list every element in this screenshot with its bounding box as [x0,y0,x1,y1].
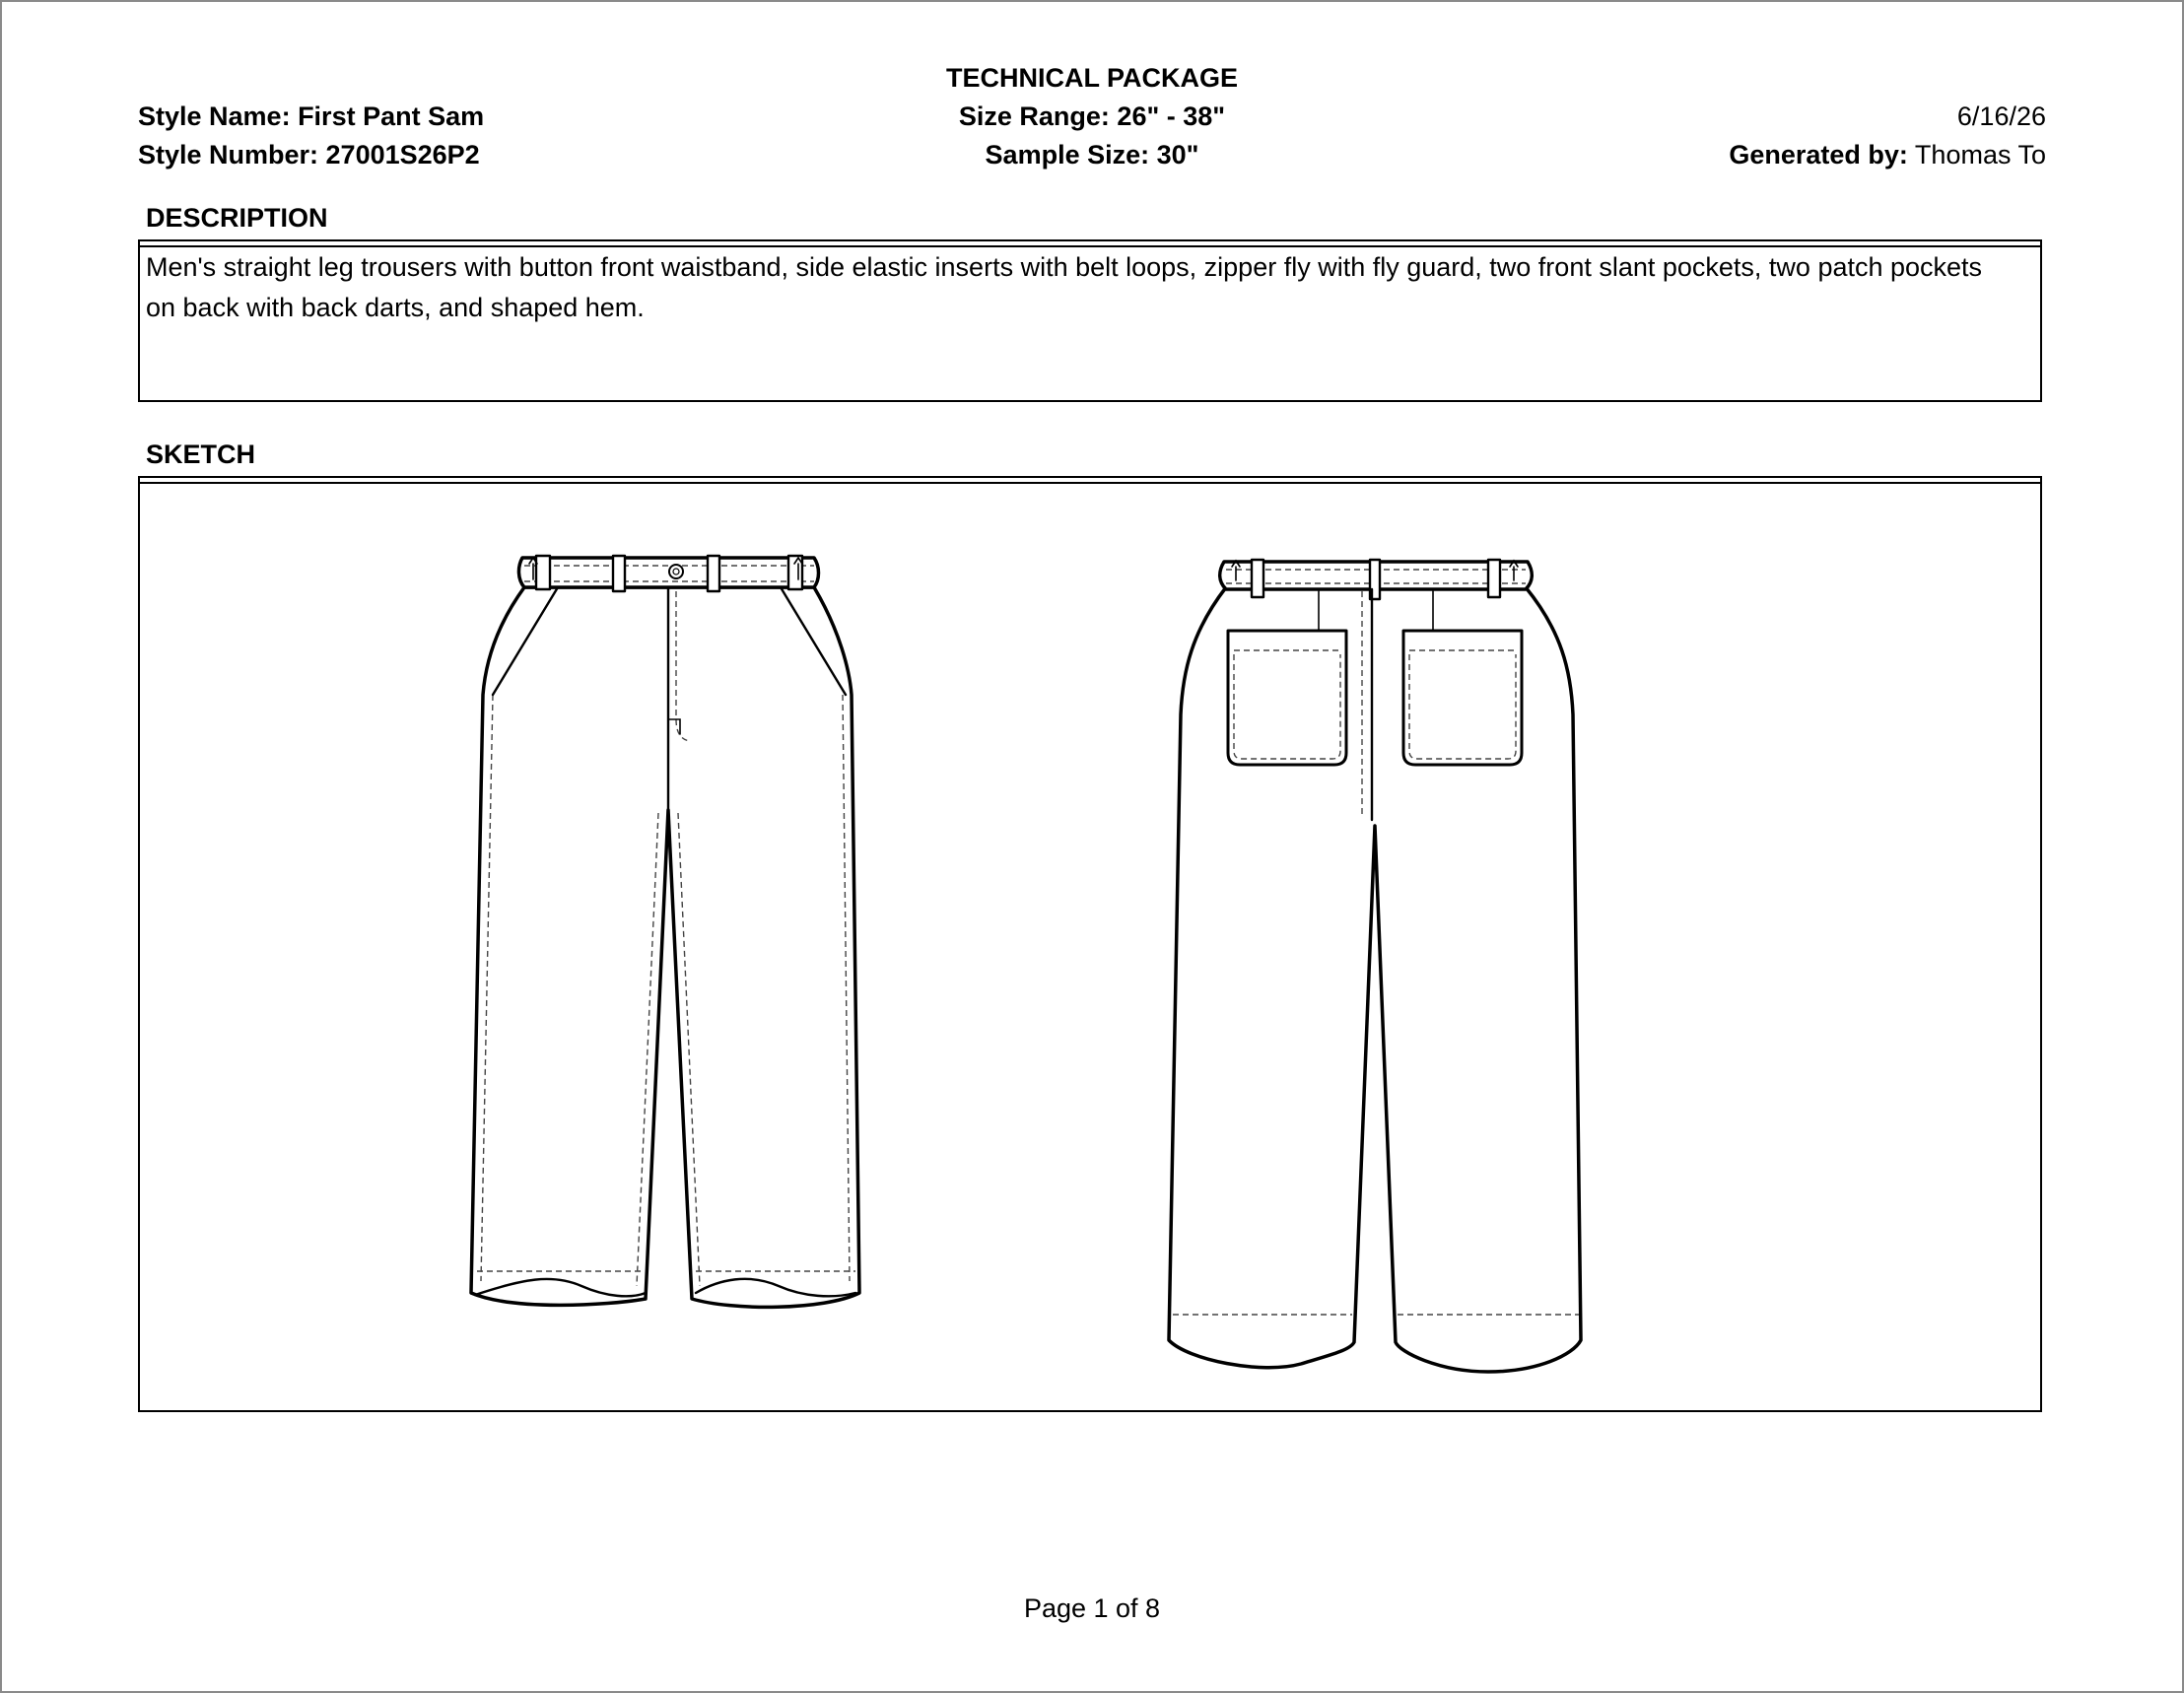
size-range: Size Range: 26" - 38" [958,102,1226,131]
page-number: Page 1 of 8 [1023,1593,1161,1623]
style-number: Style Number: 27001S26P2 [138,140,480,169]
description-text: Men's straight leg trousers with button front waistband, side elastic inserts with belt loops, zipper fly with fly guard, two front slant pockets, two patch pockets on back with back darts, and shaped hem. [146,252,1983,322]
generated-by-value: Thomas To [1907,140,2046,169]
front-view [471,556,859,1307]
generated-by-label: Generated by: [1729,140,1908,169]
description-label: DESCRIPTION [146,203,328,233]
sample-size: Sample Size: 30" [985,140,1199,169]
document-date: 6/16/26 [1956,102,2046,131]
back-view [1169,560,1581,1372]
sketch-label: SKETCH [146,440,256,469]
document-title: TECHNICAL PACKAGE [945,63,1238,93]
style-name: Style Name: First Pant Sam [138,102,485,131]
